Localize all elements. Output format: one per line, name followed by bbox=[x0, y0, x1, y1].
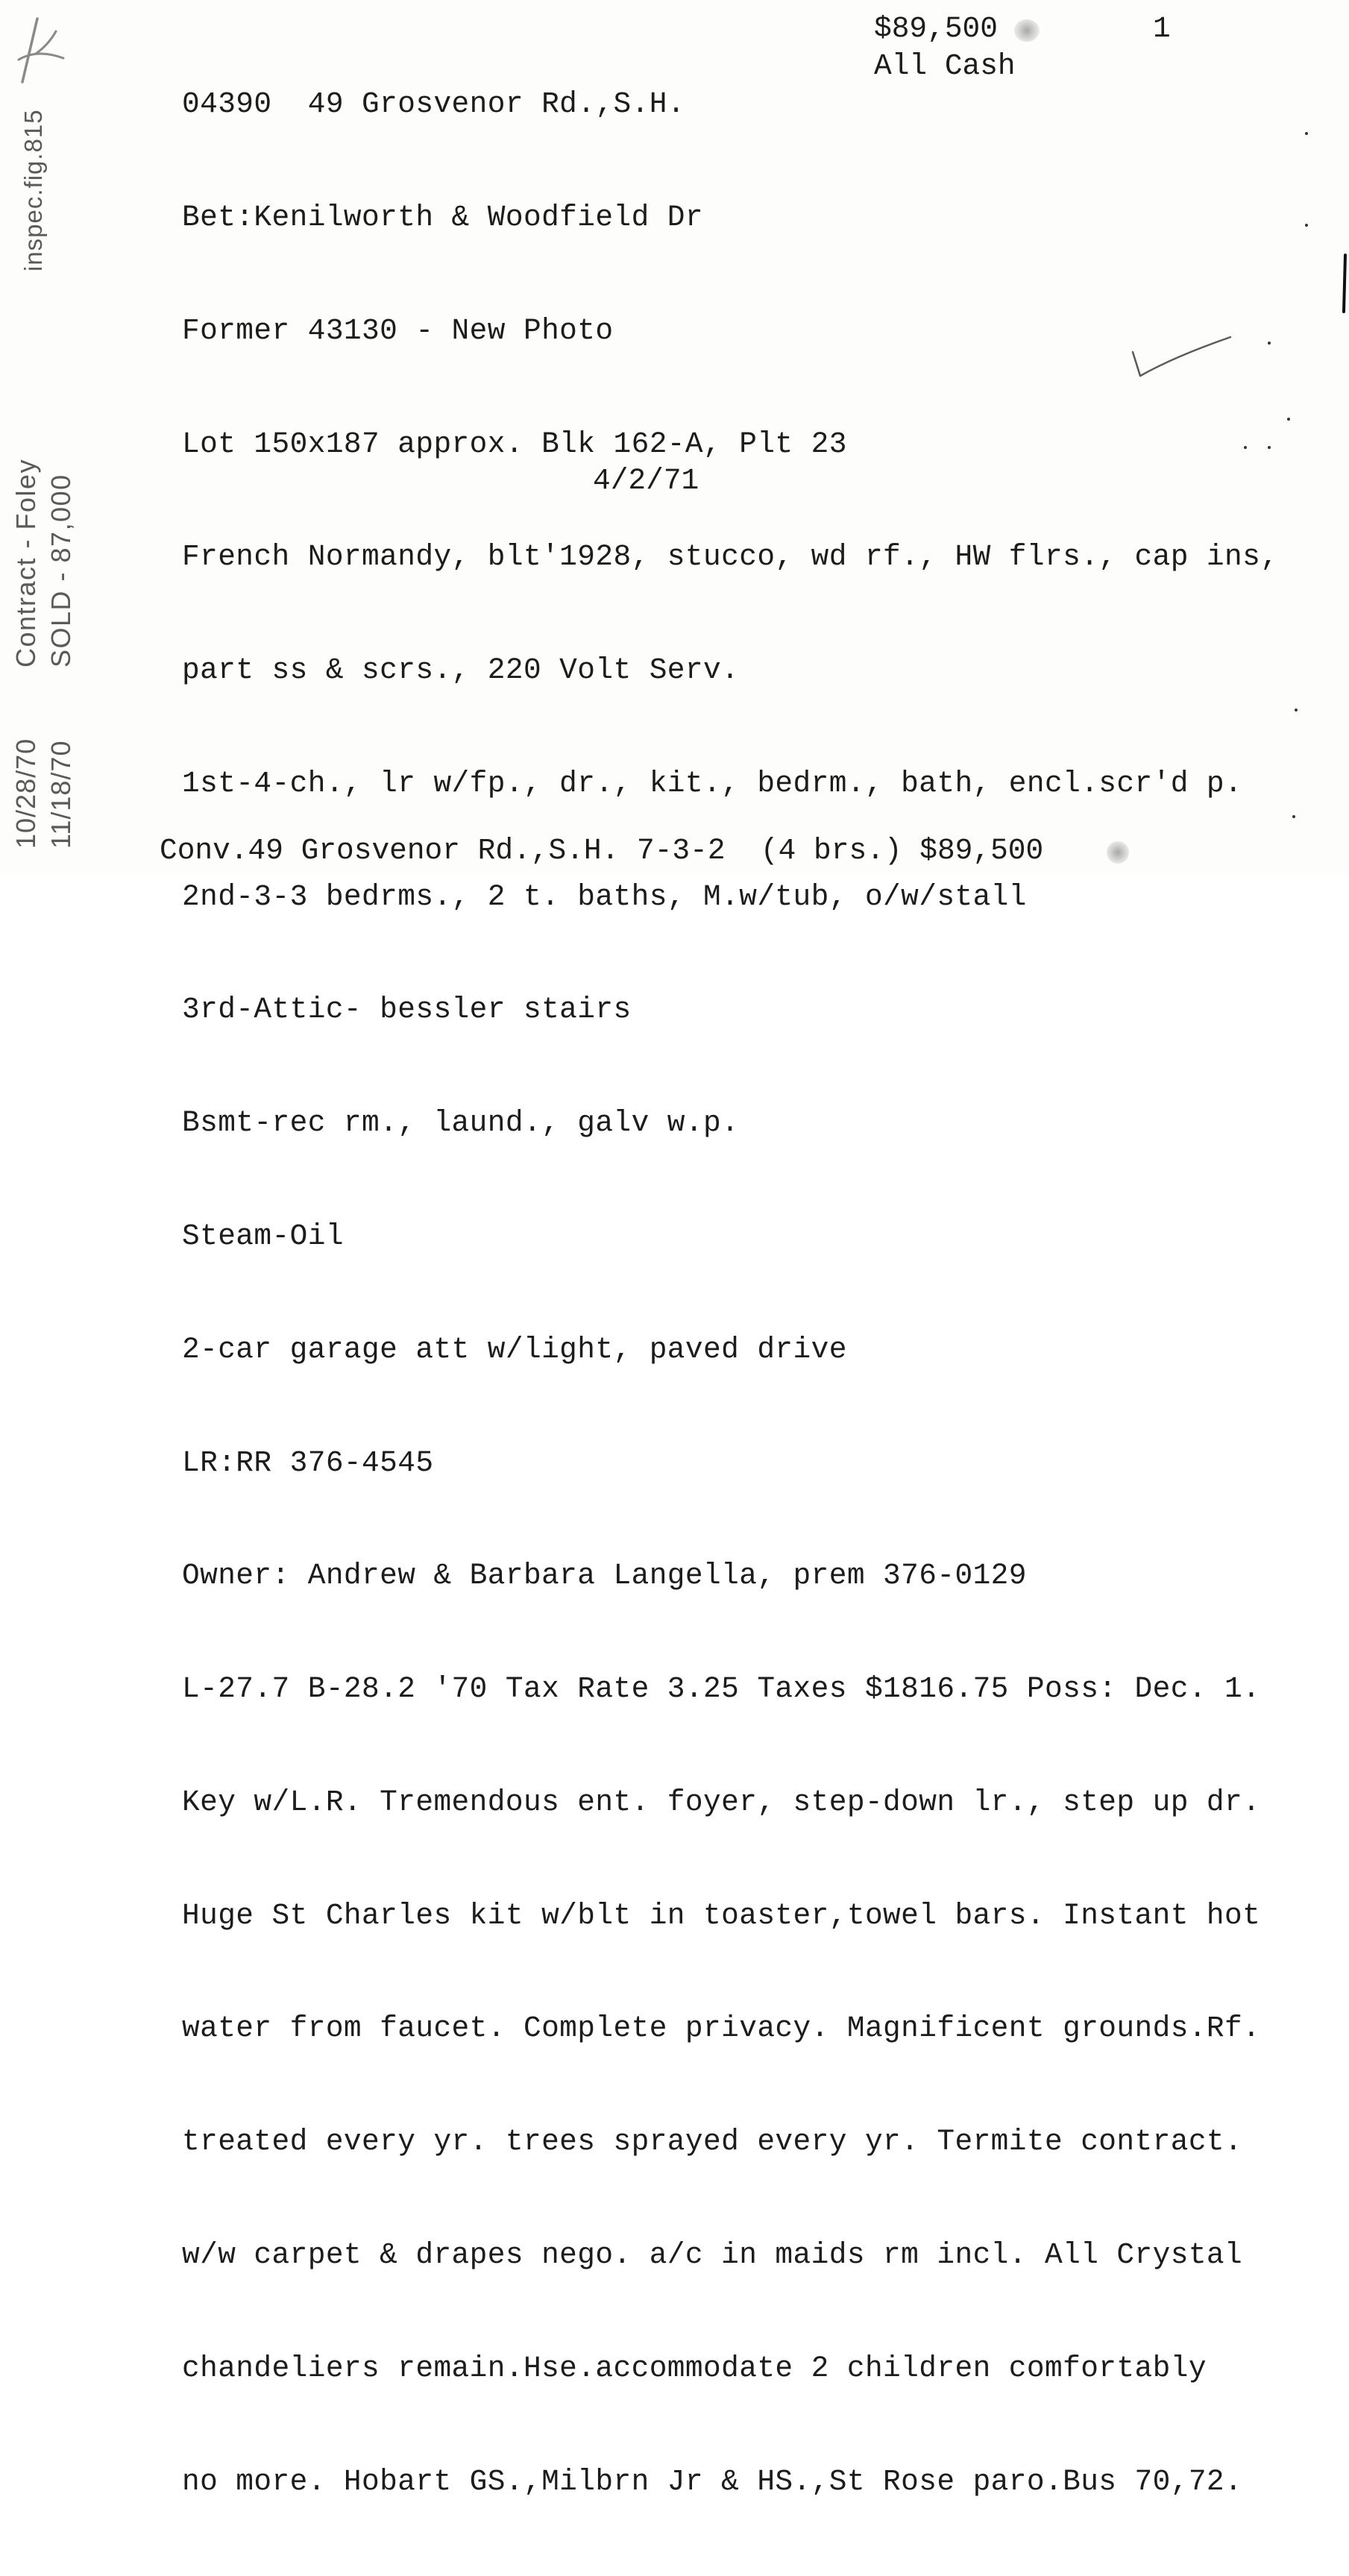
listing-line: treated every yr. trees sprayed every yr. Termite contract. bbox=[182, 2125, 1243, 2159]
speck-mark bbox=[1305, 132, 1308, 135]
speck-mark bbox=[1268, 342, 1271, 345]
listing-line: LR:RR 376-4545 bbox=[182, 1445, 434, 1480]
listing-line: Owner: Andrew & Barbara Langella, prem 376-0129 bbox=[182, 1559, 1027, 1593]
listing-line: Lot 150x187 approx. Blk 162-A, Plt 23 bbox=[182, 427, 847, 461]
listing-line: w/w carpet & drapes nego. a/c in maids rm incl. All Crystal bbox=[182, 2238, 1243, 2272]
sold-stamp: SOLD - 87,000 bbox=[45, 474, 76, 667]
listing-line: Former 43130 - New Photo bbox=[182, 313, 614, 348]
contract-stamp: Contract - Foley bbox=[10, 458, 41, 667]
right-edge-line-mark bbox=[1339, 254, 1348, 313]
speck-mark bbox=[1295, 709, 1298, 711]
speck-mark bbox=[1292, 815, 1295, 818]
conversion-line: Conv.49 Grosvenor Rd.,S.H. 7-3-2 (4 brs.) $89,500 bbox=[160, 834, 1044, 867]
listing-line: Steam-Oil bbox=[182, 1219, 344, 1253]
speck-mark bbox=[1244, 446, 1247, 449]
payment-terms: All Cash bbox=[874, 49, 1016, 83]
listing-line: chandeliers remain.Hse.accommodate 2 children comfortably bbox=[182, 2351, 1207, 2385]
ink-smudge bbox=[1107, 841, 1129, 864]
card-number: 1 bbox=[1153, 12, 1171, 45]
listing-line: 2-car garage att w/light, paved drive bbox=[182, 1332, 847, 1366]
contract-date-stamp: 10/28/70 bbox=[10, 738, 41, 849]
listing-header-line: 04390 49 Grosvenor Rd.,S.H. bbox=[182, 87, 685, 122]
listing-line: 3rd-Attic- bessler stairs bbox=[182, 993, 632, 1027]
inspection-stamp: inspec.fig.815 bbox=[19, 109, 47, 271]
listing-line: Bsmt-rec rm., laund., galv w.p. bbox=[182, 1106, 740, 1140]
asking-price: $89,500 bbox=[874, 12, 998, 45]
speck-mark bbox=[1305, 224, 1308, 227]
pencil-initial-mark bbox=[15, 15, 67, 86]
listing-date: 4/2/71 bbox=[593, 464, 699, 497]
listing-line: Key w/L.R. Tremendous ent. foyer, step-down lr., step up dr. bbox=[182, 1785, 1261, 1819]
listing-line: Huge St Charles kit w/blt in toaster,towel bars. Instant hot bbox=[182, 1898, 1261, 1932]
speck-mark bbox=[1287, 418, 1290, 421]
sold-date-stamp: 11/18/70 bbox=[45, 740, 76, 849]
listing-text-block bbox=[182, 10, 1278, 2576]
listing-line: no more. Hobart GS.,Milbrn Jr & HS.,St Rose paro.Bus 70,72. bbox=[182, 2464, 1243, 2498]
listing-line: French Normandy, blt'1928, stucco, wd rf., HW flrs., cap ins, bbox=[182, 540, 1279, 574]
listing-line: L-27.7 B-28.2 '70 Tax Rate 3.25 Taxes $1816.75 Poss: Dec. 1. bbox=[182, 1672, 1261, 1706]
listing-line: Bet:Kenilworth & Woodfield Dr bbox=[182, 200, 704, 234]
listing-line: water from faucet. Complete privacy. Magnificent grounds.Rf. bbox=[182, 2011, 1261, 2046]
checkmark-icon bbox=[1130, 334, 1234, 379]
listing-line: 1st-4-ch., lr w/fp., dr., kit., bedrm., bath, encl.scr'd p. bbox=[182, 766, 1243, 800]
speck-mark bbox=[1268, 446, 1271, 449]
listing-line: 2nd-3-3 bedrms., 2 t. baths, M.w/tub, o/w/stall bbox=[182, 879, 1027, 914]
ink-smudge bbox=[1014, 19, 1040, 42]
listing-line: part ss & scrs., 220 Volt Serv. bbox=[182, 653, 740, 688]
